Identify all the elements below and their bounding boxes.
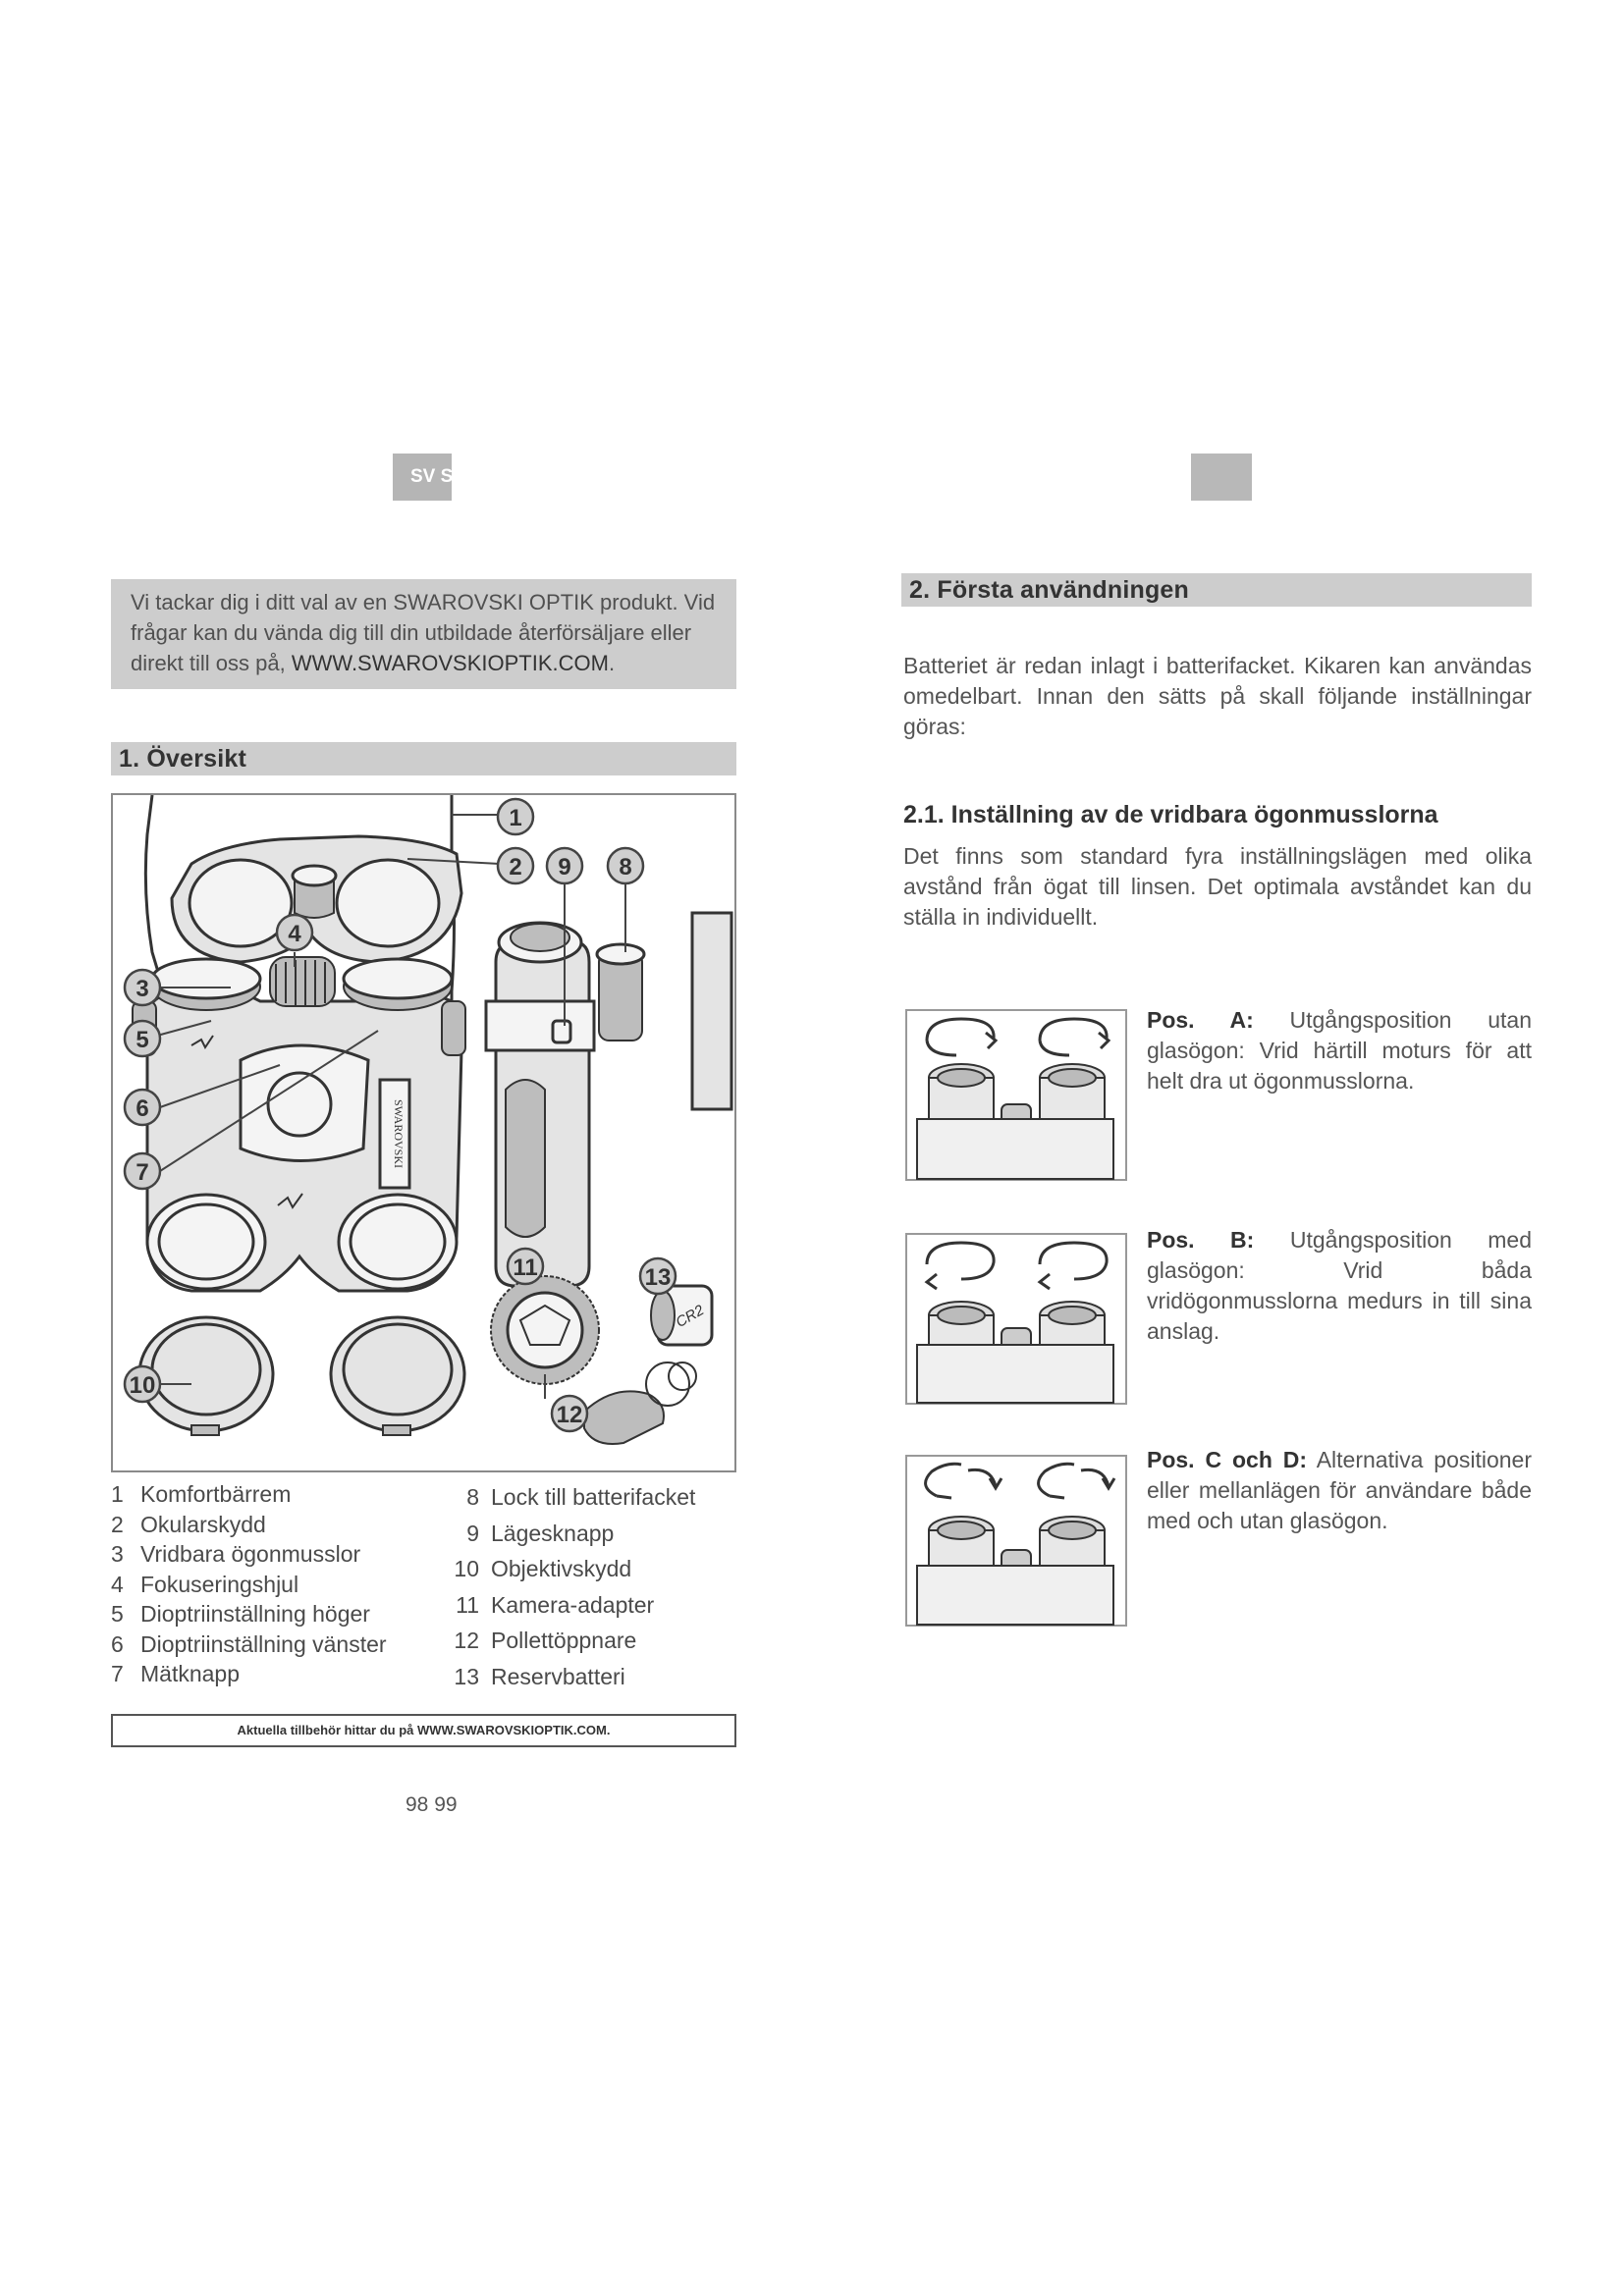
intro-period: .: [608, 651, 616, 675]
callout-10: [125, 1366, 160, 1402]
legend-item: 8 Lock till batterifacket: [466, 1484, 696, 1510]
section-2-1-title: 2.1. Inställning av de vridbara ögonmusslorna: [903, 801, 1438, 828]
callout-5: [125, 1021, 160, 1056]
intro-text: Vi tackar dig i ditt val av en SWAROVSKI OPTIK produkt. Vid frågar kan du vända dig till din utbildade återförsäljare eller direkt till oss på,: [131, 590, 716, 675]
svg-text:2: 2: [509, 854, 522, 881]
legend-right: [442, 1479, 736, 1694]
svg-text:9: 9: [558, 854, 571, 881]
overview-figure: [111, 793, 736, 1472]
svg-text:10: 10: [129, 1372, 156, 1399]
page-numbers: 98 99: [406, 1793, 458, 1816]
section-2-1-body: Det finns som standard fyra inställningslägen med olika avstånd från ögat till linsen. Det optimala avståndet kan du ställa in individuellt.: [903, 843, 1532, 930]
svg-text:11: 11: [513, 1255, 538, 1281]
legend-item: 9 Lägesknapp: [466, 1520, 615, 1546]
callout-1: [498, 799, 533, 834]
legend-item: 13 Reservbatteri: [454, 1663, 625, 1689]
battery-label: CR2: [673, 1302, 707, 1331]
legend-item: 12 Pollettöppnare: [454, 1628, 637, 1653]
language-tab-left: SV SV: [393, 454, 452, 501]
svg-text:8: 8: [619, 854, 632, 881]
pos-cd-illustration: [905, 1455, 1127, 1627]
legend-item: 3 Vridbara ögonmusslor: [111, 1541, 361, 1567]
legend-item: 1 Komfortbärrem: [111, 1481, 292, 1507]
callout-7: [125, 1153, 160, 1189]
pos-a-illustration: [905, 1009, 1127, 1181]
svg-text:13: 13: [644, 1264, 672, 1291]
callout-9: [547, 848, 582, 883]
callout-11: [508, 1249, 543, 1284]
callout-4: [277, 915, 312, 950]
section-1-title: 1. Översikt: [111, 742, 736, 775]
legend-item: 2 Okularskydd: [111, 1511, 266, 1537]
svg-text:3: 3: [135, 976, 149, 1002]
section-2-title: 2. Första användningen: [901, 573, 1532, 607]
pos-b-illustration: [905, 1233, 1127, 1405]
legend-item: 6 Dioptriinställning vänster: [111, 1630, 387, 1657]
intro-link[interactable]: WWW.SWAROVSKIOPTIK.COM: [291, 651, 609, 675]
svg-text:4: 4: [288, 921, 301, 947]
intro-box: [111, 579, 736, 689]
callout-8: [608, 848, 643, 883]
binoculars-illustration: [113, 795, 734, 1470]
legend-item: 4 Fokuseringshjul: [111, 1571, 299, 1597]
svg-text:12: 12: [556, 1402, 583, 1428]
legend-left: [111, 1479, 445, 1689]
callout-6: [125, 1090, 160, 1125]
pos-b-text: Pos. B: Utgångsposition med glasögon: Vrid båda vridögonmusslorna medurs in till sina anslag.: [1147, 1227, 1533, 1344]
language-tab-right: [1191, 454, 1252, 501]
pos-cd-text: Pos. C och D: Alternativa positioner eller mellanlägen för användare både med och utan glasögon.: [1147, 1447, 1532, 1533]
accessories-note: Aktuella tillbehör hittar du på WWW.SWAROVSKIOPTIK.COM.: [111, 1714, 736, 1747]
callout-13: [640, 1258, 676, 1294]
svg-text:7: 7: [135, 1159, 149, 1186]
callout-12: [552, 1396, 587, 1431]
pos-a-text: Pos. A: Utgångsposition utan glasögon: Vrid härtill moturs för att helt dra ut ögonmusslorna.: [1147, 1007, 1532, 1094]
callout-2: [498, 848, 533, 883]
section-2-body: Batteriet är redan inlagt i batterifacket. Kikaren kan användas omedelbart. Innan den sätts på skall följande inställningar göras:: [903, 653, 1532, 739]
legend-item: 10 Objektivskydd: [454, 1556, 632, 1581]
svg-text:1: 1: [509, 805, 522, 831]
brand-label: SWAROVSKI: [392, 1098, 406, 1169]
legend-item: 11 Kamera-adapter: [456, 1591, 655, 1618]
svg-text:5: 5: [135, 1027, 149, 1053]
svg-text:6: 6: [135, 1095, 149, 1122]
legend-item: 7 Mätknapp: [111, 1661, 241, 1686]
callout-3: [125, 970, 160, 1005]
legend-item: 5 Dioptriinställning höger: [111, 1601, 370, 1627]
